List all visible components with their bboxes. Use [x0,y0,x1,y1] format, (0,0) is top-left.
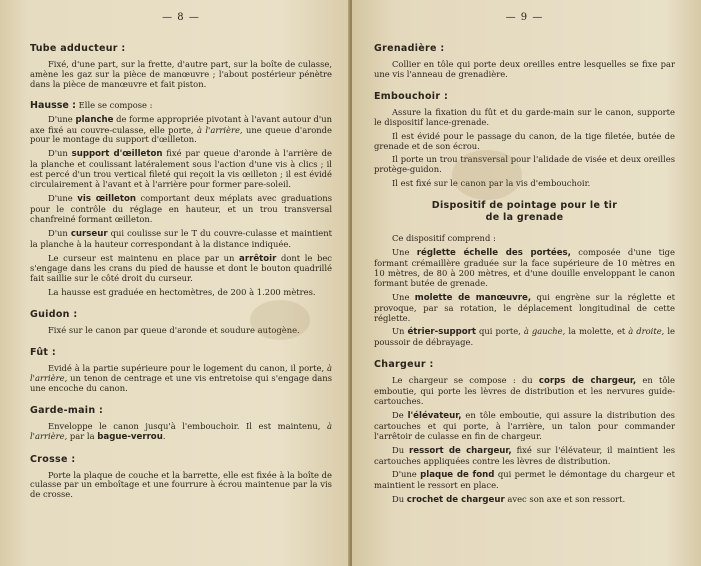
paragraph: Il porte un trou transversal pour l'alidade de visée et deux oreilles protège-guidon. [374,154,675,175]
term: vis œilleton [77,193,136,204]
section-dispositif [374,200,675,348]
paragraph: Evidé à la partie supérieure pour le logement du canon, il porte, à l'arrière, un tenon de centrage et une vis entretoise qui s'engage dans une encoche du canon. [30,363,332,393]
paragraph: Du crochet de chargeur avec son axe et son ressort. [392,494,626,506]
section-garde-main [30,405,332,443]
paragraph: Une molette de manœuvre, qui engrène sur la réglette et provoque, par sa rotation, le déplacement longitudinal de cette réglette. [374,291,675,323]
section-heading-line [30,101,332,111]
paragraph: Il est évidé pour le passage du canon, de la tige filetée, butée de grenade et de son écrou. [374,130,675,151]
paragraph: Collier en tôle qui porte deux oreilles entre lesquelles se fixe par une vis l'anneau de grenadière. [374,59,675,79]
section-title: Chargeur : [374,359,434,371]
section-chargeur [374,359,675,506]
section-title: Hausse : [30,99,76,111]
term: étrier-support [407,327,477,338]
paragraph: D'un curseur qui coulisse sur le T du couvre-culasse et maintient la planche à la hauteur correspondant à la distance indiquée. [30,227,332,249]
paper-stain [452,150,522,200]
term: arrêtoir [239,253,277,264]
term: curseur [70,228,108,239]
term: plaque de fond [420,470,495,481]
paragraph: Le curseur est maintenu en place par un arrêtoir dont le bec s'engage dans les crans du pied de hausse et dont le bouton quadrillé fait saillie sur le côté droit du curseur. [30,252,332,284]
emphasis: à l'arrière, [30,420,332,441]
term: molette de manœuvre, [414,292,532,303]
section-tube-adducteur [30,43,332,90]
paragraph: Du ressort de chargeur, fixé sur l'élévateur, il maintient les cartouches appliquées contre les lèvres de distribution. [374,444,675,466]
paragraph: La hausse est graduée en hectomètres, de 200 à 1.200 mètres. [48,287,316,298]
section-title: Guidon : [30,309,78,321]
paragraph: Ce dispositif comprend : [392,233,496,244]
paragraph: Assure la fixation du fût et du garde-main sur le canon, supporte le dispositif lance-grenade. [374,106,675,127]
section-title: Crosse : [30,453,76,465]
emphasis: à l'arrière, [196,124,243,135]
section-hausse [30,101,332,298]
paragraph: Une réglette échelle des portées, composée d'une tige formant crémaillère graduée sur la face supérieure de 10 mètres en 10 mètres, de 80 à 200 mètres, et d'une douille enveloppant le canon formant butée de grenade. [374,247,675,288]
left-page [0,0,350,566]
page-number: — 9 — [505,12,544,23]
section-title: Tube adducteur : [30,43,126,54]
term: crochet de chargeur [406,495,505,506]
section-title: Garde-main : [30,404,104,416]
term: support d'œilleton [71,149,163,160]
paragraph: D'une planche de forme appropriée pivotant à l'avant autour d'un axe fixé au couvre-culasse, elle porte, à l'arrière, une queue d'aronde pour le montage du support d'œilleton. [30,113,332,145]
emphasis: à gauche, [523,326,566,337]
emphasis: à l'arrière, [30,363,332,383]
intro-text: Elle se compose : [78,99,153,110]
section-title: Grenadière : [374,43,445,54]
section-crosse [30,454,332,501]
term: planche [75,114,114,125]
paragraph: Il est fixé sur le canon par la vis d'embouchoir. [392,178,591,189]
paragraph: Le chargeur se compose : du corps de chargeur, en tôle emboutie, qui porte les lèvres de distribution et les nervures guide-cartouches. [374,375,676,407]
paragraph: Fixé, d'une part, sur la frette, d'autre part, sur la boîte de culasse, amène les gaz sur la pièce de manœuvre ; l'about postérieur pénètre dans la pièce de manœuvre et fait piston. [30,59,332,89]
section-grenadiere [374,43,675,80]
section-embouchoir [374,91,675,189]
paragraph: Un étrier-support qui porte, à gauche, la molette, et à droite, le poussoir de débrayage. [374,326,675,348]
paragraph: D'une vis œilleton comportant deux méplats avec graduations pour le contrôle du réglage en hauteur, et un trou transversal chanfreiné formant œilleton. [30,192,332,224]
term: ressort de chargeur, [409,445,512,456]
emphasis: à droite, [628,326,665,337]
term: réglette échelle des portées, [416,248,571,259]
section-title: Dispositif de pointage pour le tir de la grenade [431,200,618,224]
section-title: Fût : [30,347,56,359]
paragraph: Enveloppe le canon jusqu'à l'embouchoir. Il est maintenu, à l'arrière, par la bague-verrou. [30,420,332,442]
section-fut [30,347,332,394]
right-page [352,0,701,566]
term: corps de chargeur, [538,376,637,387]
paragraph: Porte la plaque de couche et la barrette, elle est fixée à la boîte de culasse par un emboîtage et une fourrure à écrou maintenue par la vis de crosse. [30,469,332,500]
paragraph: D'une plaque de fond qui permet le démontage du chargeur et maintient le ressort en place. [374,469,675,491]
term: l'élévateur, [407,410,462,421]
section-title: Embouchoir : [374,90,449,102]
paragraph: D'un support d'œilleton fixé par queue d'aronde à l'arrière de la planche et coulissant latéralement sous l'action d'une vis à clics ; il est percé d'un trou vertical fileté qui reçoit la vis œilleton ; il est évidé circulairement à l'avant et à l'arrière pour former pare-soleil. [30,148,332,190]
paper-stain [250,300,310,340]
term: bague-verrou [97,431,163,442]
paragraph: Fixé sur le canon par queue d'aronde et soudure autogène. [48,325,300,336]
paragraph: De l'élévateur, en tôle emboutie, qui assure la distribution des cartouches et qui porte, à l'arrière, un talon pour commander l'arrêtoir de culasse en fin de chargeur. [374,409,675,441]
page-number: — 8 — [162,12,200,23]
